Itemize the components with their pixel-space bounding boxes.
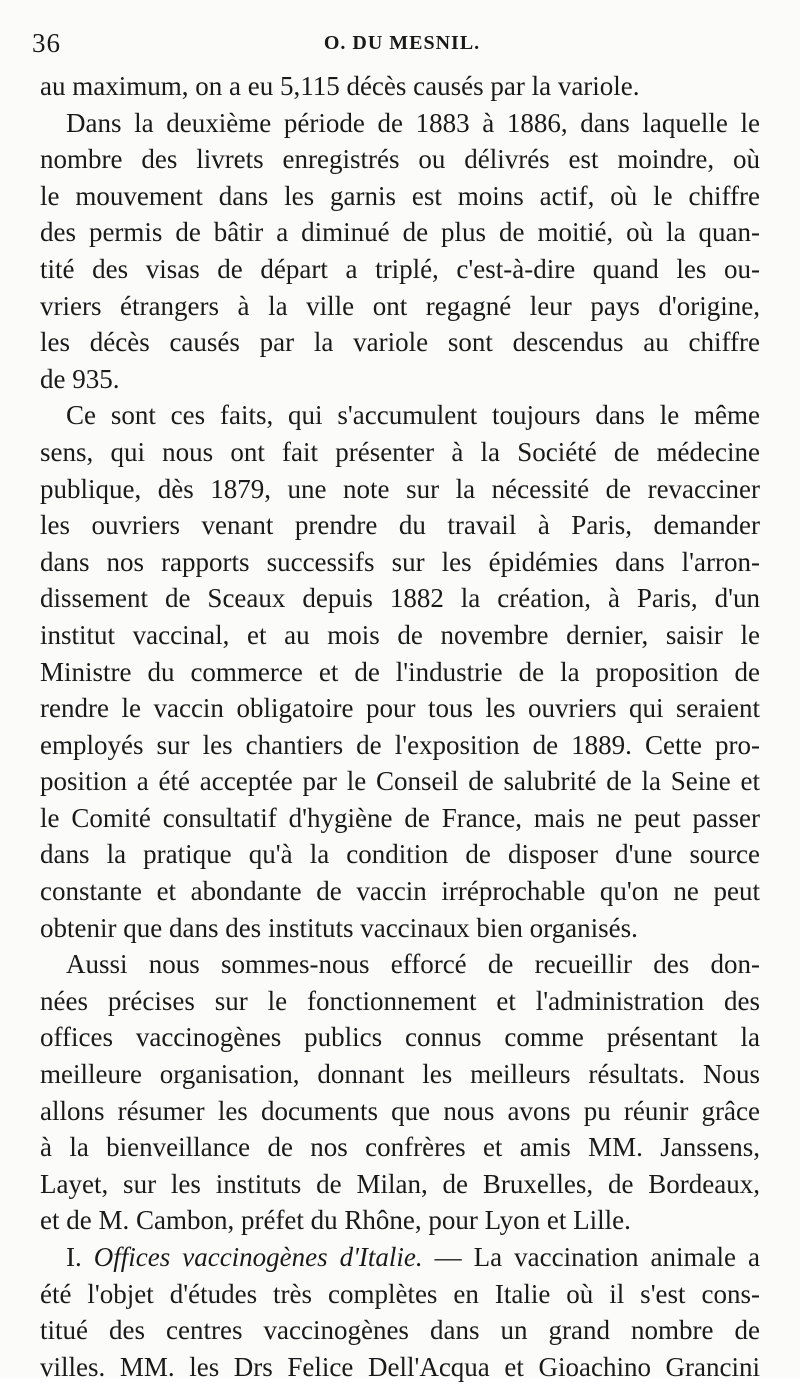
text-line: rendre le vaccin obligatoire pour tous les ouvriers qui seraient bbox=[40, 693, 760, 724]
text-line: tité des visas de départ a triplé, c'est-à-dire quand les ou- bbox=[40, 253, 760, 284]
text-line: à la bienveillance de nos confrères et amis MM. Janssens, bbox=[40, 1132, 760, 1163]
text-line: employés sur les chantiers de l'exposition de 1889. Cette pro- bbox=[40, 729, 760, 760]
text-line: allons résumer les documents que nous avons pu réunir grâce bbox=[40, 1095, 760, 1126]
text-line: dans la pratique qu'à la condition de disposer d'une source bbox=[40, 839, 760, 870]
text-line: institut vaccinal, et au mois de novembre dernier, saisir le bbox=[40, 619, 760, 650]
text-line: titué des centres vaccinogènes dans un grand nombre de bbox=[40, 1315, 760, 1346]
text-line: et de M. Cambon, préfet du Rhône, pour Lyon et Lille. bbox=[40, 1205, 631, 1236]
text-line: nées précises sur le fonctionnement et l'administration des bbox=[40, 985, 760, 1016]
text-line: position a été acceptée par le Conseil de salubrité de la Seine et bbox=[40, 766, 760, 797]
text-line: obtenir que dans des instituts vaccinaux bien organisés. bbox=[40, 912, 638, 943]
text-line: le mouvement dans les garnis est moins actif, où le chiffre bbox=[40, 180, 760, 211]
text-line: Aussi nous sommes-nous efforcé de recueillir des don- bbox=[66, 949, 760, 980]
text-segment: I. bbox=[66, 1242, 94, 1272]
text-line: dissement de Sceaux depuis 1882 la création, à Paris, d'un bbox=[40, 583, 760, 614]
text-line: le Comité consultatif d'hygiène de France, mais ne peut passer bbox=[40, 802, 760, 833]
text-line: été l'objet d'études très complètes en Italie où il s'est cons- bbox=[40, 1278, 760, 1309]
text-line bbox=[40, 1239, 760, 1276]
text-segment: — La vaccination animale a bbox=[422, 1242, 760, 1272]
text-line: vriers étrangers à la ville ont regagné leur pays d'origine, bbox=[40, 290, 760, 321]
body-text bbox=[40, 68, 760, 1385]
text-line: des permis de bâtir a diminué de plus de moitié, où la quan- bbox=[40, 217, 760, 248]
text-line: offices vaccinogènes publics connus comme présentant la bbox=[40, 1022, 760, 1053]
text-line: meilleure organisation, donnant les meilleurs résultats. Nous bbox=[40, 1059, 760, 1090]
text-line: Ce sont ces faits, qui s'accumulent toujours dans le même bbox=[66, 400, 760, 431]
text-line: Ministre du commerce et de l'industrie de la proposition de bbox=[40, 656, 760, 687]
text-line: les ouvriers venant prendre du travail à Paris, demander bbox=[40, 510, 760, 541]
text-line: au maximum, on a eu 5,115 décès causés par la variole. bbox=[40, 71, 640, 101]
text-line: de 935. bbox=[40, 363, 120, 394]
text-line: dans nos rapports successifs sur les épidémies dans l'arron- bbox=[40, 546, 760, 577]
page-header bbox=[32, 24, 772, 64]
text-line: Layet, sur les instituts de Milan, de Bruxelles, de Bordeaux, bbox=[40, 1168, 760, 1199]
page-number: 36 bbox=[32, 28, 61, 58]
text-line: Dans la deuxième période de 1883 à 1886, dans laquelle le bbox=[66, 107, 760, 138]
running-head: O. DU MESNIL. bbox=[323, 32, 481, 54]
section-heading-italic: Offices vaccinogènes d'Italie. bbox=[93, 1242, 423, 1272]
text-line: nombre des livrets enregistrés ou délivrés est moindre, où bbox=[40, 144, 760, 175]
text-line: constante et abondante de vaccin irréprochable qu'on ne peut bbox=[40, 876, 760, 907]
text-line: les décès causés par la variole sont descendus au chiffre bbox=[40, 327, 760, 358]
text-line: sens, qui nous ont fait présenter à la Société de médecine bbox=[40, 436, 760, 467]
text-line: villes. MM. les Drs Felice Dell'Acqua et Gioachino Grancini bbox=[40, 1351, 760, 1382]
text-line: publique, dès 1879, une note sur la nécessité de revacciner bbox=[40, 473, 760, 504]
